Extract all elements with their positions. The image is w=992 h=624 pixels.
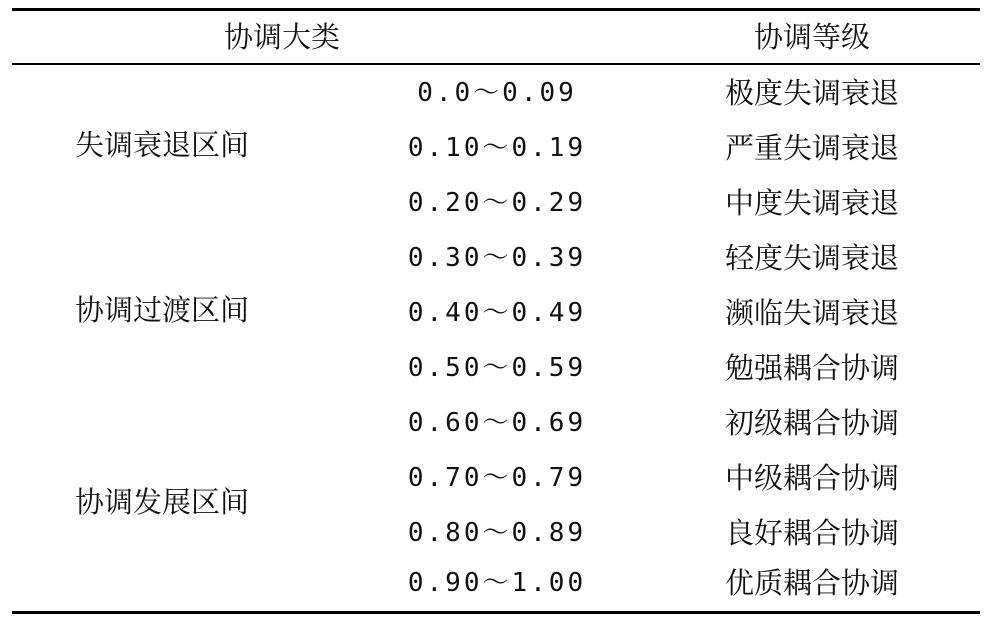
header-level: 协调等级 [753, 20, 870, 54]
coordination-table [12, 8, 980, 614]
row-range: 0.40～0.49 [407, 298, 587, 328]
category-development: 协调发展区间 [74, 485, 249, 519]
row-range: 0.90～1.00 [407, 568, 587, 598]
row-range: 0.10～0.19 [407, 133, 587, 163]
row-level: 优质耦合协调 [724, 566, 899, 600]
row-level: 良好耦合协调 [724, 516, 899, 550]
category-transition: 协调过渡区间 [74, 293, 249, 327]
row-level: 极度失调衰退 [724, 76, 899, 110]
row-level: 中级耦合协调 [724, 461, 899, 495]
row-range: 0.50～0.59 [407, 353, 587, 383]
row-level: 濒临失调衰退 [724, 296, 899, 330]
row-range: 0.30～0.39 [407, 243, 587, 273]
row-level: 勉强耦合协调 [724, 351, 899, 385]
row-range: 0.20～0.29 [407, 188, 587, 218]
header-category: 协调大类 [223, 20, 340, 54]
row-range: 0.0～0.09 [417, 78, 577, 108]
row-level: 严重失调衰退 [724, 131, 899, 165]
row-range: 0.80～0.89 [407, 518, 587, 548]
table-header-rule [12, 63, 980, 65]
category-decline: 失调衰退区间 [74, 128, 249, 162]
row-level: 中度失调衰退 [724, 186, 899, 220]
row-level: 初级耦合协调 [724, 406, 899, 440]
table-bottom-rule [12, 611, 980, 614]
row-level: 轻度失调衰退 [724, 241, 899, 275]
row-range: 0.60～0.69 [407, 408, 587, 438]
row-range: 0.70～0.79 [407, 463, 587, 493]
